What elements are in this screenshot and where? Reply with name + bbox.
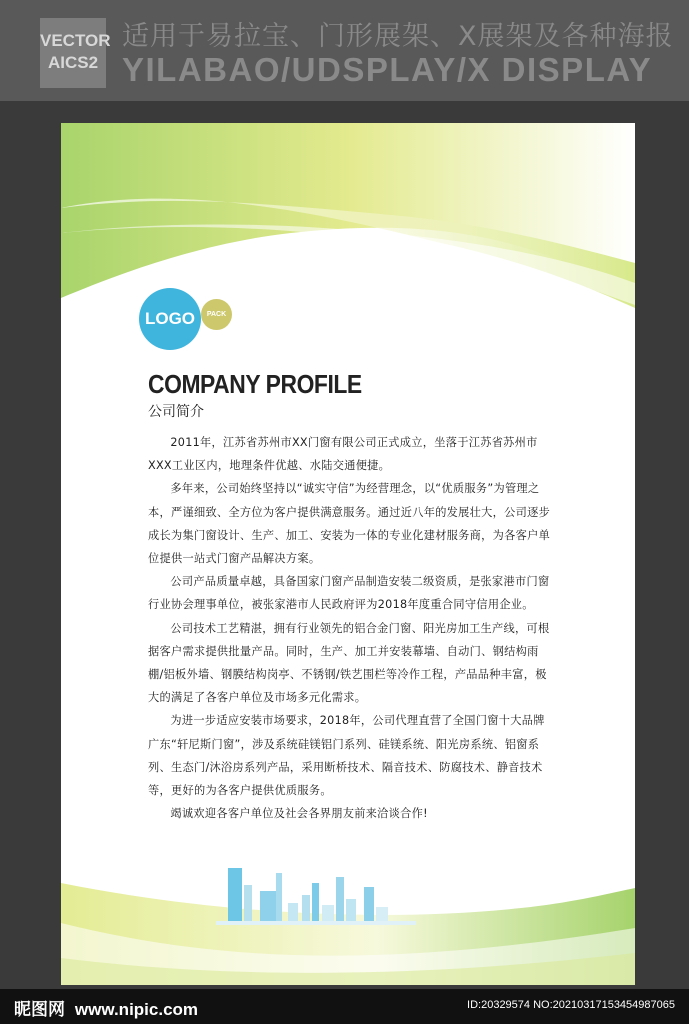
logo-circle: LOGO	[139, 288, 201, 350]
site-brand	[14, 995, 198, 1020]
paragraph-6: 竭诚欢迎各客户单位及社会各界朋友前来洽谈合作!	[170, 807, 428, 821]
site-url: www.nipic.com	[74, 1000, 199, 1019]
site-name: 昵图网	[14, 1000, 65, 1020]
logo-pack-circle: PACK	[201, 299, 232, 330]
profile-body	[148, 431, 553, 825]
company-profile-subtitle: 公司简介	[148, 404, 204, 420]
header-title-en: YILABAO/UDSPLAY/X DISPLAY	[122, 51, 653, 88]
vector-badge	[40, 18, 111, 88]
image-id: ID:20329574 NO:20210317153454987065	[467, 999, 675, 1011]
paragraph-2: 多年来，公司始终坚持以“诚实守信”为经营理念，以“优质服务”为管理之本，严谨细致、全方位为客户提供满意服务。通过近八年的发展壮大，公司逐步成长为集门窗设计、生产、加工、安装为一体的专业化建材服务商，为各客户单位提供一站式门窗产品解决方案。	[148, 482, 551, 566]
watermark-footer	[0, 989, 689, 1024]
paragraph-5: 为进一步适应安装市场要求，2018年，公司代理直营了全国门窗十大品牌广东“轩尼斯门窗”，涉及系统硅镁铝门系列、硅镁系统、阳光房系统、铝窗系列、生态门/沐浴房系列产品，采用断桥技术、隔音技术、防腐技术、静音技术等，更好的为各客户提供优质服务。	[148, 714, 545, 798]
city-skyline-graphic	[216, 863, 416, 925]
badge-line-2: AICS2	[47, 53, 99, 72]
paragraph-3: 公司产品质量卓越，具备国家门窗产品制造安装二级资质，是张家港市门窗行业协会理事单位，被张家港市人民政府评为2018年度重合同守信用企业。	[148, 575, 550, 612]
badge-line-1: VECTOR	[40, 31, 111, 50]
paragraph-1: 2011年，江苏省苏州市XX门窗有限公司正式成立，坐落于江苏省苏州市XXX工业区内，地理条件优越、水陆交通便捷。	[148, 436, 538, 473]
top-banner	[0, 0, 689, 101]
company-profile-title: COMPANY PROFILE	[148, 369, 362, 399]
poster	[61, 123, 635, 985]
header-title-cn: 适用于易拉宝、门形展架、X展架及各种海报	[122, 21, 674, 52]
paragraph-4: 公司技术工艺精湛，拥有行业领先的铝合金门窗、阳光房加工生产线，可根据客户需求提供批量产品。同时，生产、加工并安装幕墙、自动门、钢结构雨棚/铝板外墙、钢膜结构岗亭、不锈钢/铁艺围栏等冷作工程，产品品种丰富，极大的满足了各客户单位及市场多元化需求。	[148, 621, 550, 705]
